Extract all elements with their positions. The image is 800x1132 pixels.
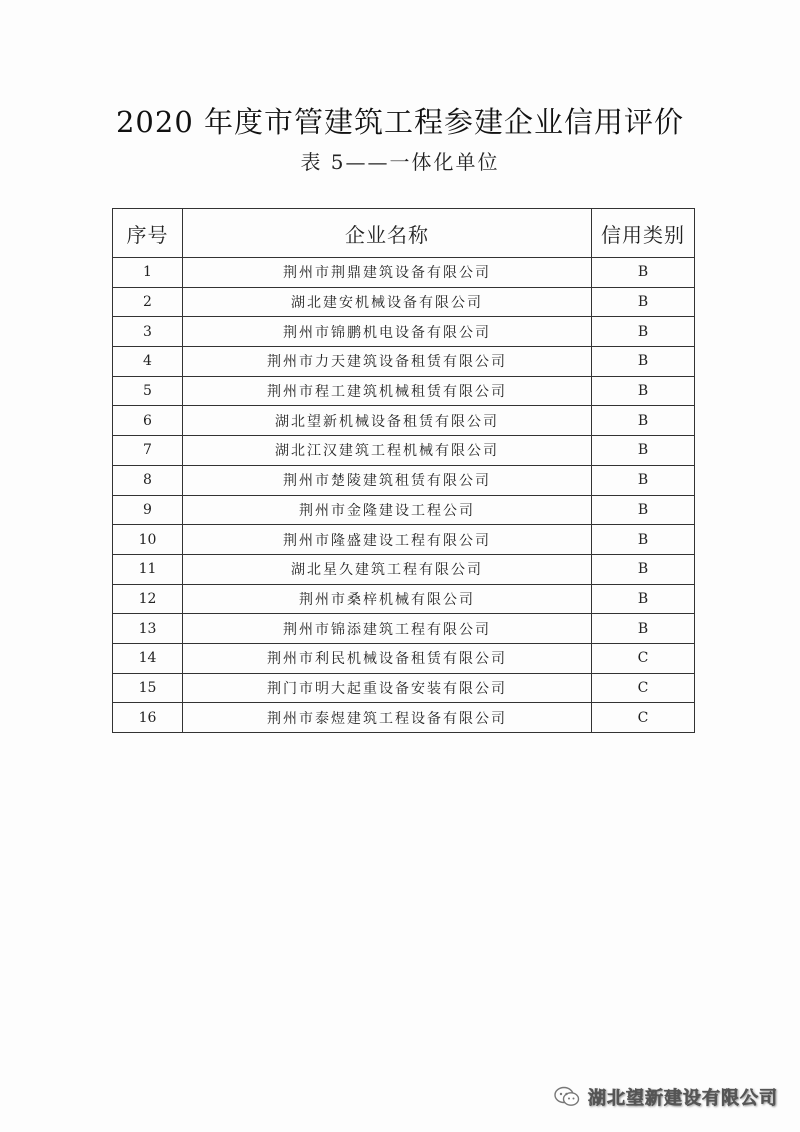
row-number: 11 bbox=[113, 554, 183, 584]
credit-grade: B bbox=[592, 495, 695, 525]
table-row bbox=[113, 554, 695, 584]
row-number: 1 bbox=[113, 258, 183, 288]
watermark bbox=[554, 1084, 778, 1110]
row-number: 12 bbox=[113, 584, 183, 614]
row-number: 7 bbox=[113, 436, 183, 466]
credit-grade: B bbox=[592, 554, 695, 584]
row-number: 8 bbox=[113, 465, 183, 495]
row-number: 4 bbox=[113, 347, 183, 377]
document-subtitle: 表 5——一体化单位 bbox=[300, 150, 500, 174]
row-number: 14 bbox=[113, 643, 183, 673]
company-name: 湖北望新机械设备租赁有限公司 bbox=[183, 406, 592, 436]
row-number: 2 bbox=[113, 287, 183, 317]
credit-grade: B bbox=[592, 376, 695, 406]
table-row bbox=[113, 287, 695, 317]
company-name: 湖北星久建筑工程有限公司 bbox=[183, 554, 592, 584]
company-name: 荆州市锦添建筑工程有限公司 bbox=[183, 614, 592, 644]
table-row bbox=[113, 317, 695, 347]
credit-grade: B bbox=[592, 525, 695, 555]
table-body bbox=[113, 258, 695, 733]
row-number: 15 bbox=[113, 673, 183, 703]
company-name: 荆州市金隆建设工程公司 bbox=[183, 495, 592, 525]
table-row bbox=[113, 495, 695, 525]
credit-grade: B bbox=[592, 584, 695, 614]
header-no: 序号 bbox=[113, 209, 183, 258]
row-number: 6 bbox=[113, 406, 183, 436]
table-row bbox=[113, 258, 695, 288]
table-row bbox=[113, 673, 695, 703]
credit-grade: B bbox=[592, 465, 695, 495]
credit-grade: C bbox=[592, 673, 695, 703]
credit-grade: B bbox=[592, 317, 695, 347]
credit-grade: C bbox=[592, 703, 695, 733]
document-title: 2020 年度市管建筑工程参建企业信用评价 bbox=[115, 105, 685, 139]
company-name: 荆州市桑梓机械有限公司 bbox=[183, 584, 592, 614]
table-row bbox=[113, 703, 695, 733]
header-company-name: 企业名称 bbox=[183, 209, 592, 258]
company-name: 荆州市荆鼎建筑设备有限公司 bbox=[183, 258, 592, 288]
company-name: 荆门市明大起重设备安装有限公司 bbox=[183, 673, 592, 703]
table-row bbox=[113, 643, 695, 673]
table-row bbox=[113, 376, 695, 406]
table-row bbox=[113, 436, 695, 466]
company-name: 荆州市力天建筑设备租赁有限公司 bbox=[183, 347, 592, 377]
credit-rating-table bbox=[112, 208, 695, 733]
row-number: 3 bbox=[113, 317, 183, 347]
wechat-icon bbox=[554, 1086, 580, 1108]
credit-grade: B bbox=[592, 406, 695, 436]
row-number: 5 bbox=[113, 376, 183, 406]
table-row bbox=[113, 614, 695, 644]
row-number: 9 bbox=[113, 495, 183, 525]
table-row bbox=[113, 347, 695, 377]
company-name: 湖北江汉建筑工程机械有限公司 bbox=[183, 436, 592, 466]
company-name: 荆州市楚陵建筑租赁有限公司 bbox=[183, 465, 592, 495]
company-name: 荆州市隆盛建设工程有限公司 bbox=[183, 525, 592, 555]
table-row bbox=[113, 406, 695, 436]
credit-grade: B bbox=[592, 436, 695, 466]
company-name: 荆州市锦鹏机电设备有限公司 bbox=[183, 317, 592, 347]
row-number: 10 bbox=[113, 525, 183, 555]
credit-grade: B bbox=[592, 258, 695, 288]
company-name: 荆州市利民机械设备租赁有限公司 bbox=[183, 643, 592, 673]
table-header-row bbox=[113, 209, 695, 258]
credit-grade: B bbox=[592, 287, 695, 317]
company-name: 湖北建安机械设备有限公司 bbox=[183, 287, 592, 317]
company-name: 荆州市泰煜建筑工程设备有限公司 bbox=[183, 703, 592, 733]
header-credit-grade: 信用类别 bbox=[592, 209, 695, 258]
credit-grade: C bbox=[592, 643, 695, 673]
row-number: 13 bbox=[113, 614, 183, 644]
row-number: 16 bbox=[113, 703, 183, 733]
credit-grade: B bbox=[592, 614, 695, 644]
watermark-text: 湖北望新建设有限公司 bbox=[588, 1088, 778, 1109]
table-row bbox=[113, 525, 695, 555]
table-row bbox=[113, 465, 695, 495]
company-name: 荆州市程工建筑机械租赁有限公司 bbox=[183, 376, 592, 406]
credit-grade: B bbox=[592, 347, 695, 377]
table-row bbox=[113, 584, 695, 614]
